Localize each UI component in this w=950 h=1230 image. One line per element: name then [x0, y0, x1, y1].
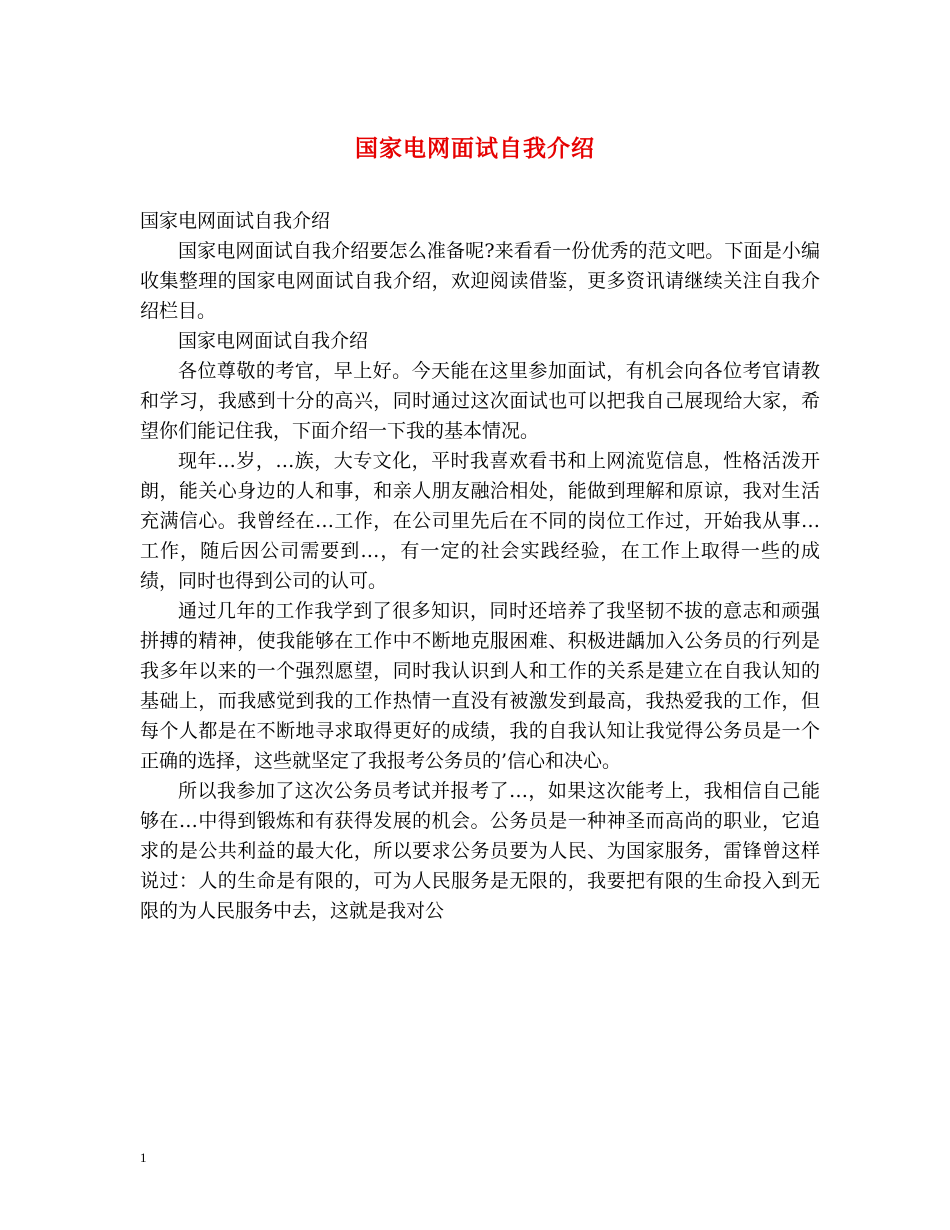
subtitle-paragraph: 国家电网面试自我介绍 — [140, 210, 331, 232]
page-number: 1 — [140, 1150, 147, 1165]
section-heading-paragraph: 国家电网面试自我介绍 — [178, 330, 369, 352]
document-title: 国家电网面试自我介绍 — [355, 135, 595, 162]
background-paragraph: 现年…岁，…族，大专文化，平时我喜欢看书和上网流览信息，性格活泼开朗，能关心身边的人和事，和亲人朋友融洽相处，能做到理解和原谅，我对生活充满信心。我曾经在…工作，在公司里先后在不同的岗位工作过，开始我从事…工作，随后因公司需要到…，有一定的社会实践经验，在工作上取得一些的成绩，同时也得到公司的认可。 — [140, 450, 820, 592]
motivation-paragraph: 所以我参加了这次公务员考试并报考了…，如果这次能考上，我相信自己能够在…中得到锻炼和有获得发展的机会。公务员是一种神圣而高尚的职业，它追求的是公共利益的最大化，所以要求公务员要为人民、为国家服务，雷锋曾这样说过：人的生命是有限的，可为人民服务是无限的，我要把有限的生命投入到无限的为人民服务中去，这就是我对公 — [140, 780, 820, 922]
greeting-paragraph: 各位尊敬的考官，早上好。今天能在这里参加面试，有机会向各位考官请教和学习，我感到十分的高兴，同时通过这次面试也可以把我自己展现给大家，希望你们能记住我，下面介绍一下我的基本情况。 — [140, 360, 820, 442]
document-body — [140, 206, 820, 926]
intro-paragraph: 国家电网面试自我介绍要怎么准备呢?来看看一份优秀的范文吧。下面是小编收集整理的国家电网面试自我介绍，欢迎阅读借鉴，更多资讯请继续关注自我介绍栏目。 — [140, 240, 820, 322]
experience-paragraph: 通过几年的工作我学到了很多知识，同时还培养了我坚韧不拔的意志和顽强拼搏的精神，使我能够在工作中不断地克服困难、积极进龋加入公务员的行列是我多年以来的一个强烈愿望，同时我认识到人和工作的关系是建立在自我认知的基础上，而我感觉到我的工作热情一直没有被激发到最高，我热爱我的工作，但每个人都是在不断地寻求取得更好的成绩，我的自我认知让我觉得公务员是一个正确的选择，这些就坚定了我报考公务员的’信心和决心。 — [140, 600, 820, 772]
